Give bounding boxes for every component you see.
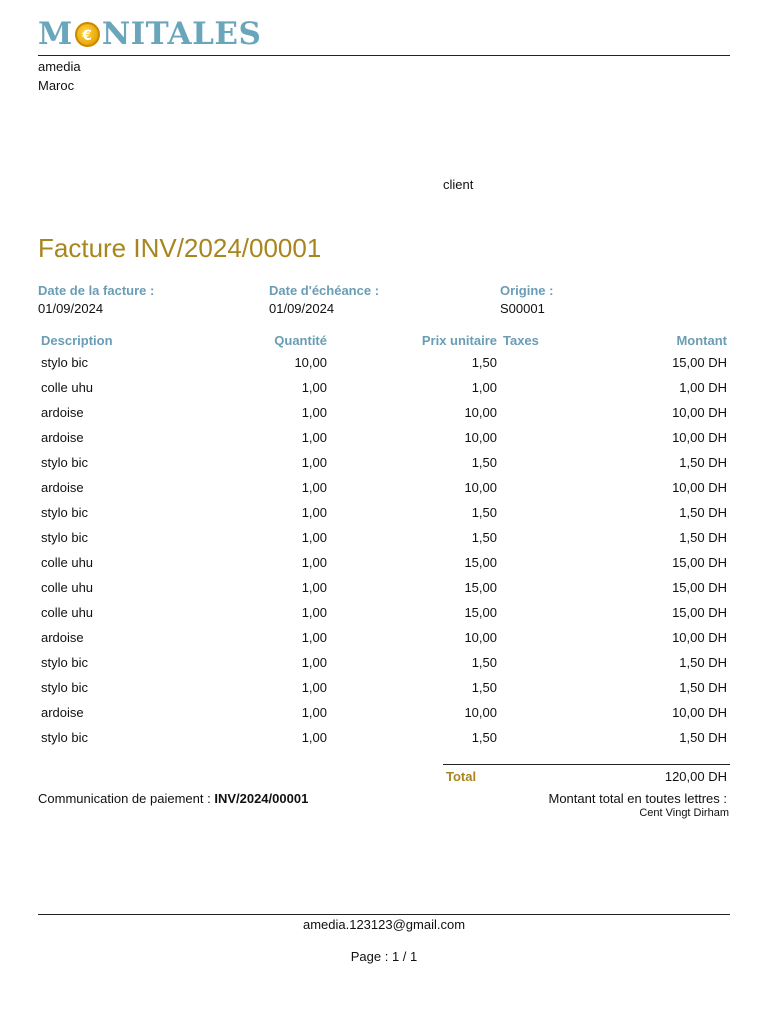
- cell-taxes: [500, 525, 560, 550]
- column-header-taxes: Taxes: [503, 333, 539, 348]
- table-row: [38, 550, 730, 575]
- company-logo: [38, 14, 261, 54]
- cell-amount: 1,00 DH: [679, 380, 727, 395]
- column-header-quantity: Quantité: [274, 333, 327, 348]
- cell-amount: 15,00 DH: [672, 605, 727, 620]
- cell-taxes: [500, 350, 560, 375]
- invoice-lines-table: [38, 331, 730, 750]
- cell-taxes: [500, 725, 560, 750]
- cell-taxes: [500, 500, 560, 525]
- table-row: [38, 600, 730, 625]
- cell-description: stylo bic: [41, 655, 88, 670]
- cell-description: stylo bic: [41, 455, 88, 470]
- table-row: [38, 500, 730, 525]
- cell-taxes: [500, 550, 560, 575]
- company-address: [38, 57, 81, 95]
- cell-taxes: [500, 475, 560, 500]
- cell-taxes: [500, 450, 560, 475]
- coin-icon: €: [75, 22, 100, 47]
- cell-description: stylo bic: [41, 505, 88, 520]
- invoice-title: Facture INV/2024/00001: [38, 233, 322, 263]
- cell-quantity: 1,00: [301, 480, 327, 495]
- cell-taxes: [500, 400, 560, 425]
- due-date-label: Date d'échéance :: [269, 283, 380, 298]
- cell-description: stylo bic: [41, 730, 88, 745]
- cell-description: ardoise: [41, 430, 84, 445]
- payment-reference: INV/2024/00001: [214, 791, 309, 806]
- column-header-amount: Montant: [676, 333, 727, 348]
- company-country: Maroc: [38, 78, 75, 93]
- cell-unit-price: 10,00: [464, 480, 497, 495]
- cell-description: ardoise: [41, 480, 84, 495]
- cell-unit-price: 15,00: [464, 580, 497, 595]
- table-row: [38, 525, 730, 550]
- payment-communication: [38, 791, 308, 806]
- cell-unit-price: 1,50: [471, 655, 497, 670]
- origin-value: S00001: [500, 301, 545, 316]
- table-row: [38, 400, 730, 425]
- cell-quantity: 1,00: [301, 580, 327, 595]
- total-divider: [443, 764, 730, 765]
- cell-quantity: 1,00: [301, 605, 327, 620]
- cell-unit-price: 10,00: [464, 705, 497, 720]
- table-row: [38, 575, 730, 600]
- cell-amount: 10,00 DH: [672, 405, 727, 420]
- cell-description: colle uhu: [41, 380, 94, 395]
- cell-unit-price: 1,50: [471, 730, 497, 745]
- cell-taxes: [500, 675, 560, 700]
- page-number: Page : 1 / 1: [350, 949, 418, 964]
- cell-quantity: 1,00: [301, 405, 327, 420]
- cell-quantity: 1,00: [301, 455, 327, 470]
- total-value: 120,00 DH: [664, 769, 727, 784]
- due-date-value: 01/09/2024: [269, 301, 335, 316]
- company-name: amedia: [38, 59, 81, 74]
- cell-taxes: [500, 425, 560, 450]
- footer-divider: [38, 914, 730, 915]
- table-row: [38, 625, 730, 650]
- table-row: [38, 650, 730, 675]
- cell-quantity: 1,00: [301, 630, 327, 645]
- table-row: [38, 475, 730, 500]
- cell-taxes: [500, 650, 560, 675]
- payment-communication-label: Communication de paiement :: [38, 791, 211, 806]
- total-label: Total: [446, 769, 477, 784]
- table-row: [38, 725, 730, 750]
- table-row: [38, 675, 730, 700]
- cell-unit-price: 1,50: [471, 530, 497, 545]
- cell-unit-price: 1,50: [471, 455, 497, 470]
- cell-amount: 1,50 DH: [679, 655, 727, 670]
- cell-taxes: [500, 625, 560, 650]
- cell-amount: 1,50 DH: [679, 730, 727, 745]
- origin-label: Origine :: [500, 283, 554, 298]
- cell-unit-price: 1,50: [471, 505, 497, 520]
- footer-email: amedia.123123@gmail.com: [302, 917, 466, 932]
- column-header-unit-price: Prix unitaire: [421, 333, 497, 348]
- cell-unit-price: 10,00: [464, 405, 497, 420]
- cell-unit-price: 10,00: [464, 430, 497, 445]
- table-row: [38, 375, 730, 400]
- cell-taxes: [500, 600, 560, 625]
- cell-amount: 1,50 DH: [679, 530, 727, 545]
- cell-quantity: 1,00: [301, 655, 327, 670]
- table-row: [38, 450, 730, 475]
- cell-quantity: 1,00: [301, 380, 327, 395]
- table-row: [38, 425, 730, 450]
- client-address: client: [443, 177, 474, 192]
- cell-unit-price: 15,00: [464, 555, 497, 570]
- cell-description: stylo bic: [41, 680, 88, 695]
- cell-quantity: 1,00: [301, 530, 327, 545]
- cell-quantity: 1,00: [301, 505, 327, 520]
- table-row: [38, 700, 730, 725]
- cell-quantity: 1,00: [301, 430, 327, 445]
- cell-taxes: [500, 700, 560, 725]
- cell-unit-price: 1,50: [471, 355, 497, 370]
- cell-description: colle uhu: [41, 555, 94, 570]
- cell-description: stylo bic: [41, 355, 88, 370]
- cell-quantity: 10,00: [294, 355, 327, 370]
- cell-taxes: [500, 375, 560, 400]
- header-divider: [38, 55, 730, 56]
- cell-quantity: 1,00: [301, 555, 327, 570]
- table-body: [38, 350, 730, 750]
- cell-unit-price: 1,00: [471, 380, 497, 395]
- cell-amount: 10,00 DH: [672, 430, 727, 445]
- cell-quantity: 1,00: [301, 730, 327, 745]
- invoice-date-value: 01/09/2024: [38, 301, 104, 316]
- amount-in-words-label: Montant total en toutes lettres :: [548, 791, 727, 806]
- cell-quantity: 1,00: [301, 680, 327, 695]
- table-header-row: [38, 331, 730, 350]
- cell-amount: 10,00 DH: [672, 705, 727, 720]
- cell-taxes: [500, 575, 560, 600]
- cell-amount: 1,50 DH: [679, 680, 727, 695]
- cell-amount: 1,50 DH: [679, 455, 727, 470]
- cell-unit-price: 1,50: [471, 680, 497, 695]
- logo-text-prefix: M: [38, 16, 73, 52]
- cell-amount: 15,00 DH: [672, 580, 727, 595]
- cell-description: stylo bic: [41, 530, 88, 545]
- cell-unit-price: 10,00: [464, 630, 497, 645]
- invoice-date-label: Date de la facture :: [38, 283, 155, 298]
- cell-amount: 1,50 DH: [679, 505, 727, 520]
- cell-amount: 15,00 DH: [672, 355, 727, 370]
- cell-unit-price: 15,00: [464, 605, 497, 620]
- cell-description: colle uhu: [41, 580, 94, 595]
- cell-amount: 10,00 DH: [672, 480, 727, 495]
- amount-in-words-value: Cent Vingt Dirham: [639, 807, 729, 819]
- cell-amount: 15,00 DH: [672, 555, 727, 570]
- logo-text-suffix: NITALES: [101, 16, 262, 52]
- cell-amount: 10,00 DH: [672, 630, 727, 645]
- cell-description: ardoise: [41, 630, 84, 645]
- cell-description: ardoise: [41, 705, 84, 720]
- cell-description: ardoise: [41, 405, 84, 420]
- cell-quantity: 1,00: [301, 705, 327, 720]
- table-row: [38, 350, 730, 375]
- cell-description: colle uhu: [41, 605, 94, 620]
- column-header-description: Description: [41, 333, 113, 348]
